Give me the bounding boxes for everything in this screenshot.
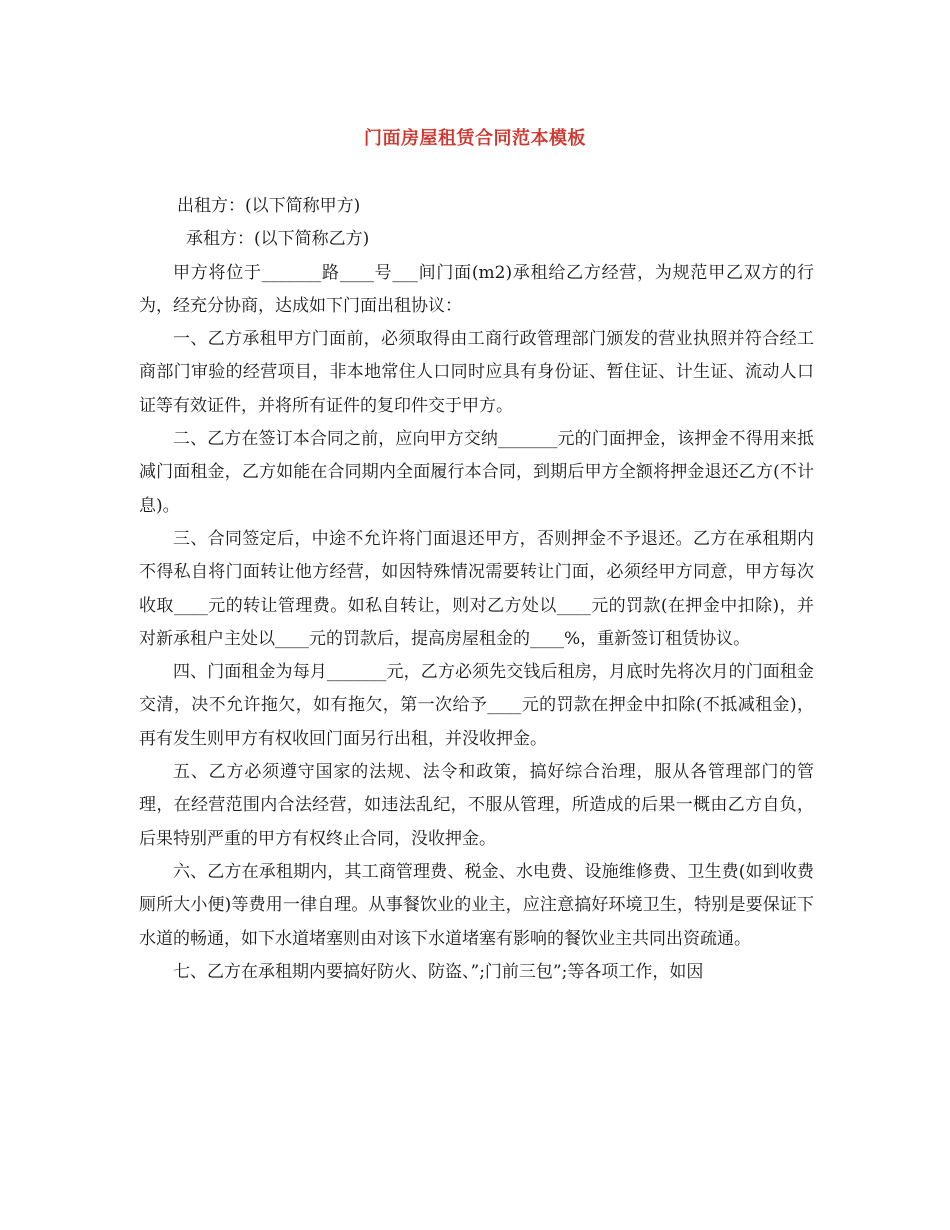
document-body (139, 190, 814, 989)
intro-paragraph: 甲方将位于_______路____号___间门面(m2)承租给乙方经营，为规范甲乙双方的行为，经充分协商，达成如下门面出租协议： (139, 262, 814, 316)
clause-6: 六、乙方在承租期内，其工商管理费、税金、水电费、设施维修费、卫生费(如到收费厕所大小便)等费用一律自理。从事餐饮业的业主，应注意搞好环境卫生，特别是要保证下水道的畅通，如下水道堵塞则由对该下水道堵塞有影响的餐饮业主共同出资疏通。 (139, 861, 814, 949)
clause-5: 五、乙方必须遵守国家的法规、法令和政策，搞好综合治理，服从各管理部门的管理，在经营范围内合法经营，如违法乱纪，不服从管理，所造成的后果一概由乙方自负，后果特别严重的甲方有权终止合同，没收押金。 (139, 762, 814, 849)
clause-2: 二、乙方在签订本合同之前，应向甲方交纳_______元的门面押金，该押金不得用来抵减门面租金，乙方如能在合同期内全面履行本合同，到期后甲方全额将押金退还乙方(不计息)。 (139, 429, 814, 516)
lessee-line: 承租方：(以下简称乙方) (186, 229, 370, 250)
clause-3: 三、合同签定后，中途不允许将门面退还甲方，否则押金不予退还。乙方在承租期内不得私自将门面转让他方经营，如因特殊情况需要转让门面，必须经甲方同意，甲方每次收取____元的转让管理费。如私自转让，则对乙方处以____元的罚款(在押金中扣除)，并对新承租户主处以____元的罚款后，提高房屋租金的____%，重新签订租赁协议。 (139, 528, 814, 649)
clause-1: 一、乙方承租甲方门面前，必须取得由工商行政管理部门颁发的营业执照并符合经工商部门审验的经营项目，非本地常住人口同时应具有身份证、暂住证、计生证、流动人口证等有效证件，并将所有证件的复印件交于甲方。 (139, 329, 814, 416)
lessor-line: 出租方：(以下简称甲方) (177, 196, 361, 216)
clause-4: 四、门面租金为每月_______元，乙方必须先交钱后租房，月底时先将次月的门面租金交清，决不允许拖欠，如有拖欠，第一次给予____元的罚款在押金中扣除(不抵减租金)，再有发生则甲方有权收回门面另行出租，并没收押金。 (139, 662, 814, 749)
clause-7: 七、乙方在承租期内要搞好防火、防盗、”;门前三包”;等各项工作，如因 (173, 961, 704, 982)
document-title: 门面房屋租赁合同范本模板 (364, 128, 586, 149)
